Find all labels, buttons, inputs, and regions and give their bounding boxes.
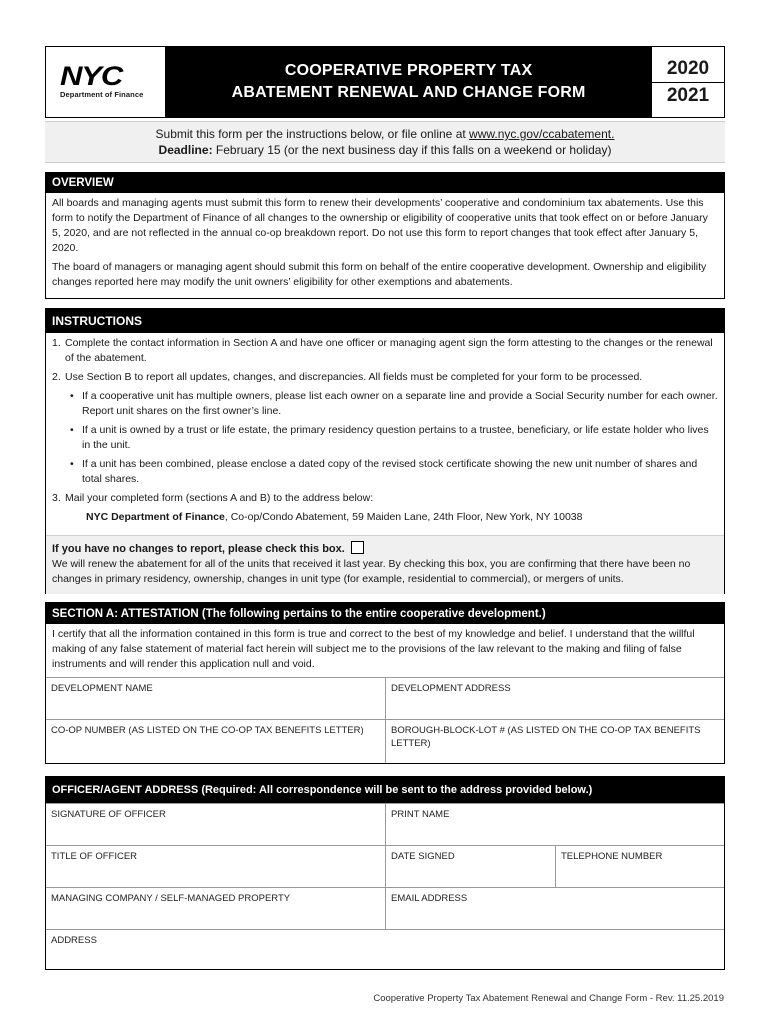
field-row bbox=[46, 929, 724, 970]
telephone-field[interactable]: TELEPHONE NUMBER bbox=[555, 846, 724, 887]
email-field[interactable]: EMAIL ADDRESS bbox=[385, 888, 724, 929]
instructions-heading: INSTRUCTIONS bbox=[46, 309, 724, 333]
logo-cell bbox=[46, 47, 165, 117]
instruction-text: Complete the contact information in Section A and have one officer or managing agent sign the form attesting to the changes or the renewal of the abatement. bbox=[65, 337, 713, 364]
field-row bbox=[46, 803, 724, 845]
instruction-bullet bbox=[70, 389, 718, 419]
development-address-field[interactable]: DEVELOPMENT ADDRESS bbox=[385, 678, 724, 719]
form-footer: Cooperative Property Tax Abatement Renewal and Change Form - Rev. 11.25.2019 bbox=[373, 993, 724, 1004]
signature-field[interactable]: SIGNATURE OF OFFICER bbox=[51, 809, 166, 820]
certification-text: I certify that all the information contained in this form is true and correct to the best of my knowledge and belief. I understand that the willful making of any false statement of material fact herein will subject me to the provisions of the law relevant to the making and filing of false instruments and will render this application null and void. bbox=[52, 628, 695, 670]
no-changes-checkbox[interactable] bbox=[351, 541, 364, 554]
instruction-number: 3. bbox=[52, 492, 61, 504]
bullet-text: If a cooperative unit has multiple owners, please list each owner on a separate line and provide a Social Security number for each owner. Report unit shares on the first owner’s line. bbox=[82, 390, 718, 417]
officer-title-field[interactable]: TITLE OF OFFICER bbox=[51, 851, 138, 862]
field-row bbox=[46, 845, 724, 887]
instruction-item bbox=[52, 491, 718, 506]
submit-text: Submit this form per the instructions below, or file online at bbox=[155, 127, 470, 141]
instructions-list bbox=[46, 333, 724, 525]
no-changes-label: If you have no changes to report, please check this box. bbox=[52, 543, 345, 555]
instruction-bullet bbox=[70, 423, 718, 453]
borough-block-lot-field[interactable]: BOROUGH-BLOCK-LOT # (AS LISTED ON THE CO-OP TAX BENEFITS LETTER) bbox=[385, 720, 724, 763]
coop-number-field[interactable]: CO-OP NUMBER (AS LISTED ON THE CO-OP TAX BENEFITS LETTER) bbox=[51, 725, 364, 736]
bullet-icon: • bbox=[70, 390, 74, 402]
submit-instructions bbox=[45, 121, 725, 163]
instruction-item bbox=[52, 336, 718, 366]
address-field[interactable]: ADDRESS bbox=[51, 935, 97, 946]
instructions-section bbox=[45, 308, 725, 594]
mailing-address-text: , Co-op/Condo Abatement, 59 Maiden Lane, 24th Floor, New York, NY 10038 bbox=[224, 511, 583, 523]
section-a-fields bbox=[46, 677, 724, 763]
overview-paragraph-1: All boards and managing agents must submit this form to renew their developments’ cooperative and condominium tax abatements. Use this form to notify the Department of Finance of all changes to the ownership or eligibility of cooperative units that took effect on or before January 5, 2020, and are not reflected in the annual co-op breakdown report. Do not use this form to report changes that took effect after January 5, 2020. bbox=[52, 197, 708, 254]
nyc-logo bbox=[60, 63, 142, 99]
year-divider bbox=[652, 82, 724, 83]
form-header bbox=[45, 46, 725, 118]
bullet-icon: • bbox=[70, 424, 74, 436]
mailing-recipient: NYC Department of Finance bbox=[86, 511, 225, 523]
section-a-heading: SECTION A: ATTESTATION (The following pertains to the entire cooperative development.) bbox=[46, 603, 724, 624]
overview-body bbox=[46, 193, 724, 298]
deadline-text: February 15 (or the next business day if this falls on a weekend or holiday) bbox=[212, 143, 612, 157]
title-line-2: ABATEMENT RENEWAL AND CHANGE FORM bbox=[231, 84, 586, 101]
section-a-attestation bbox=[45, 602, 725, 764]
deadline-line bbox=[45, 142, 725, 158]
mailing-address bbox=[52, 510, 718, 525]
instruction-item bbox=[52, 370, 718, 385]
print-name-field[interactable]: PRINT NAME bbox=[385, 804, 724, 845]
tax-year bbox=[652, 47, 724, 117]
submit-line bbox=[45, 126, 725, 142]
overview-heading: OVERVIEW bbox=[46, 173, 724, 193]
no-changes-description: We will renew the abatement for all of the units that received it last year. By checking this box, you are confirming that there have been no changes in primary residency, ownership, changes in unit type (for example, residential to commercial), or mergers of units. bbox=[52, 558, 691, 585]
managing-company-field[interactable]: MANAGING COMPANY / SELF-MANAGED PROPERTY bbox=[51, 893, 291, 904]
overview-paragraph-2: The board of managers or managing agent should submit this form on behalf of the entire cooperative development. Ownership and eligibility changes reported here may modify the unit owners’ eligibility for other exemptions and abatements. bbox=[52, 261, 707, 288]
date-signed-field[interactable]: DATE SIGNED bbox=[385, 846, 555, 887]
year-top: 2020 bbox=[666, 57, 710, 79]
title-line-1: COOPERATIVE PROPERTY TAX bbox=[284, 62, 533, 79]
no-changes-line bbox=[52, 541, 718, 557]
logo-text: NYC bbox=[60, 61, 123, 91]
officer-agent-section bbox=[45, 776, 725, 970]
instruction-text: Mail your completed form (sections A and B) to the address below: bbox=[65, 492, 374, 504]
instruction-text: Use Section B to report all updates, changes, and discrepancies. All fields must be completed for your form to be processed. bbox=[65, 371, 643, 383]
officer-fields bbox=[46, 803, 724, 970]
logo-subtext: Department of Finance bbox=[60, 90, 144, 99]
officer-heading: OFFICER/AGENT ADDRESS (Required: All correspondence will be sent to the address provided below.) bbox=[46, 777, 724, 803]
deadline-label: Deadline: bbox=[158, 143, 213, 157]
online-filing-link[interactable]: www.nyc.gov/ccabatement. bbox=[469, 127, 615, 141]
instruction-bullet bbox=[70, 457, 718, 487]
field-row bbox=[46, 887, 724, 929]
instruction-number: 1. bbox=[52, 337, 61, 349]
development-name-field[interactable]: DEVELOPMENT NAME bbox=[51, 683, 153, 694]
form-title bbox=[165, 47, 652, 117]
bullet-text: If a unit is owned by a trust or life estate, the primary residency question pertains to a trustee, beneficiary, or life estate holder who lives in the unit. bbox=[82, 424, 709, 451]
year-bottom: 2021 bbox=[666, 84, 710, 106]
overview-section bbox=[45, 172, 725, 299]
instruction-number: 2. bbox=[52, 371, 61, 383]
field-row bbox=[46, 677, 724, 719]
field-row bbox=[46, 719, 724, 763]
bullet-icon: • bbox=[70, 458, 74, 470]
bullet-text: If a unit has been combined, please enclose a dated copy of the revised stock certificate showing the new unit number of shares and total shares. bbox=[82, 458, 698, 485]
no-changes-panel bbox=[46, 535, 724, 594]
